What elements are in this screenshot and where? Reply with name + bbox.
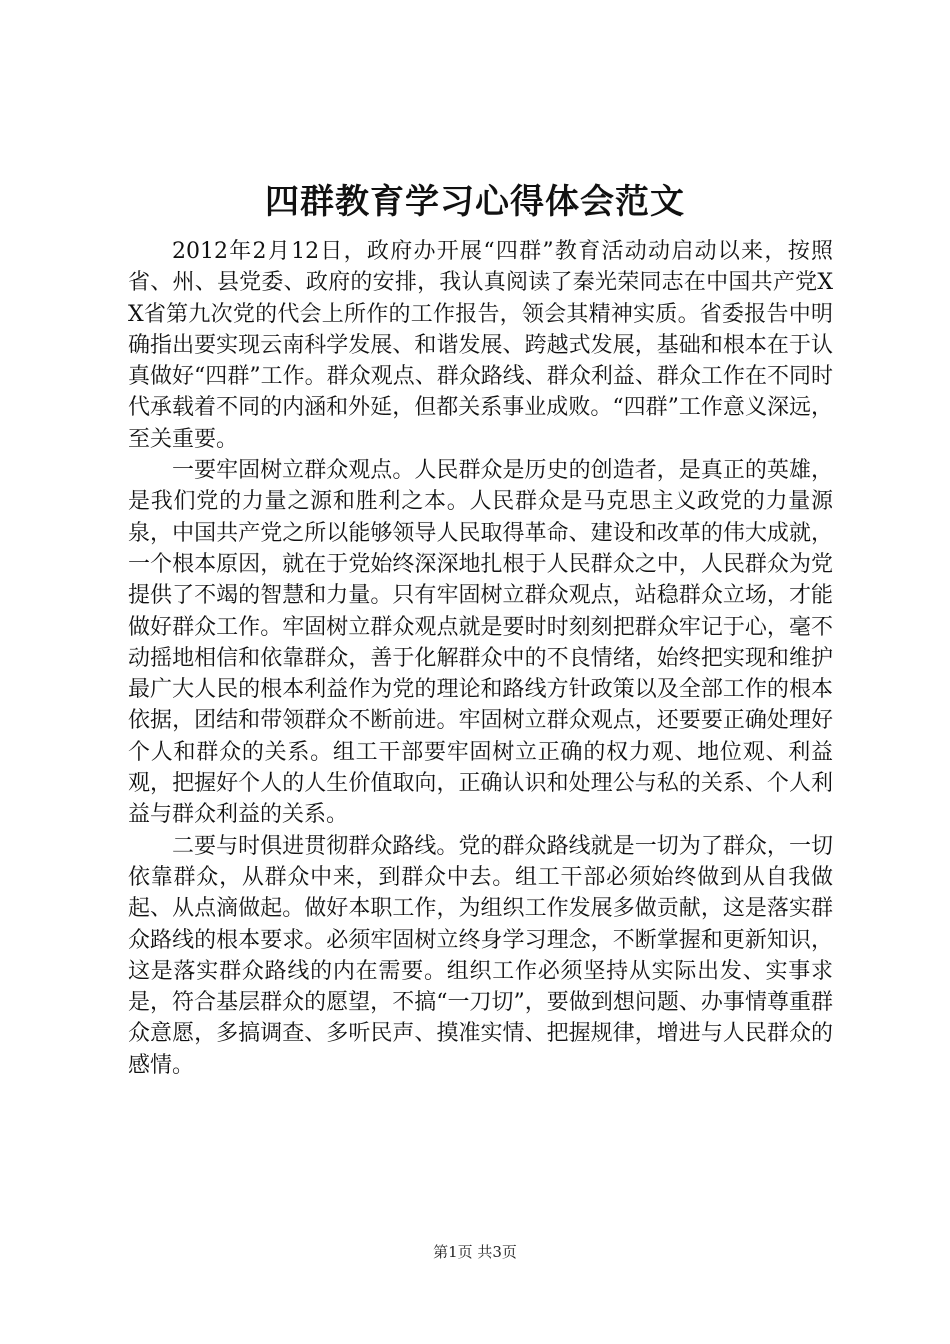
paragraph-intro: 2012年2月12日，政府办开展“四群”教育活动动启动以来，按照省、州、县党委、政府的安排，我认真阅读了秦光荣同志在中国共产党XX省第九次党的代会上所作的工作报告，领会其精神实质。省委报告中明确指出要实现云南科学发展、和谐发展、跨越式发展，基础和根本在于认真做好“四群”工作。群众观点、群众路线、群众利益、群众工作在不同时代承载着不同的内涵和外延，但都关系事业成败。“四群”工作意义深远，至关重要。	[128, 239, 833, 452]
paragraph-mass-viewpoint: 一要牢固树立群众观点。人民群众是历史的创造者，是真正的英雄，是我们党的力量之源和胜利之本。人民群众是马克思主义政党的力量源泉，中国共产党之所以能够领导人民取得革命、建设和改革的伟大成就，一个根本原因，就在于党始终深深地扎根于人民群众之中，人民群众为党提供了不竭的智慧和力量。只有牢固树立群众观点，站稳群众立场，才能做好群众工作。牢固树立群众观点就是要时时刻刻把群众牢记于心，毫不动摇地相信和依靠群众，善于化解群众中的不良情绪，始终把实现和维护最广大人民的根本利益作为党的理论和路线方针政策以及全部工作的根本依据，团结和带领群众不断前进。牢固树立群众观点，还要要正确处理好个人和群众的关系。组工干部要牢固树立正确的权力观、地位观、利益观，把握好个人的人生价值取向，正确认识和处理公与私的关系、个人利益与群众利益的关系。	[128, 458, 833, 828]
page-footer: 第1页 共3页	[433, 1243, 517, 1261]
document-title: 四群教育学习心得体会范文	[265, 182, 685, 222]
paragraph-mass-line: 二要与时俱进贯彻群众路线。党的群众路线就是一切为了群众，一切依靠群众，从群众中来，到群众中去。组工干部必须始终做到从自我做起、从点滴做起。做好本职工作，为组织工作发展多做贡献，这是落实群众路线的根本要求。必须牢固树立终身学习理念，不断掌握和更新知识，这是落实群众路线的内在需要。组织工作必须坚持从实际出发、实事求是，符合基层群众的愿望，不搞“一刀切”，要做到想问题、办事情尊重群众意愿，多搞调查、多听民声、摸准实情、把握规律，增进与人民群众的感情。	[128, 833, 833, 1078]
document-body	[128, 236, 833, 1081]
